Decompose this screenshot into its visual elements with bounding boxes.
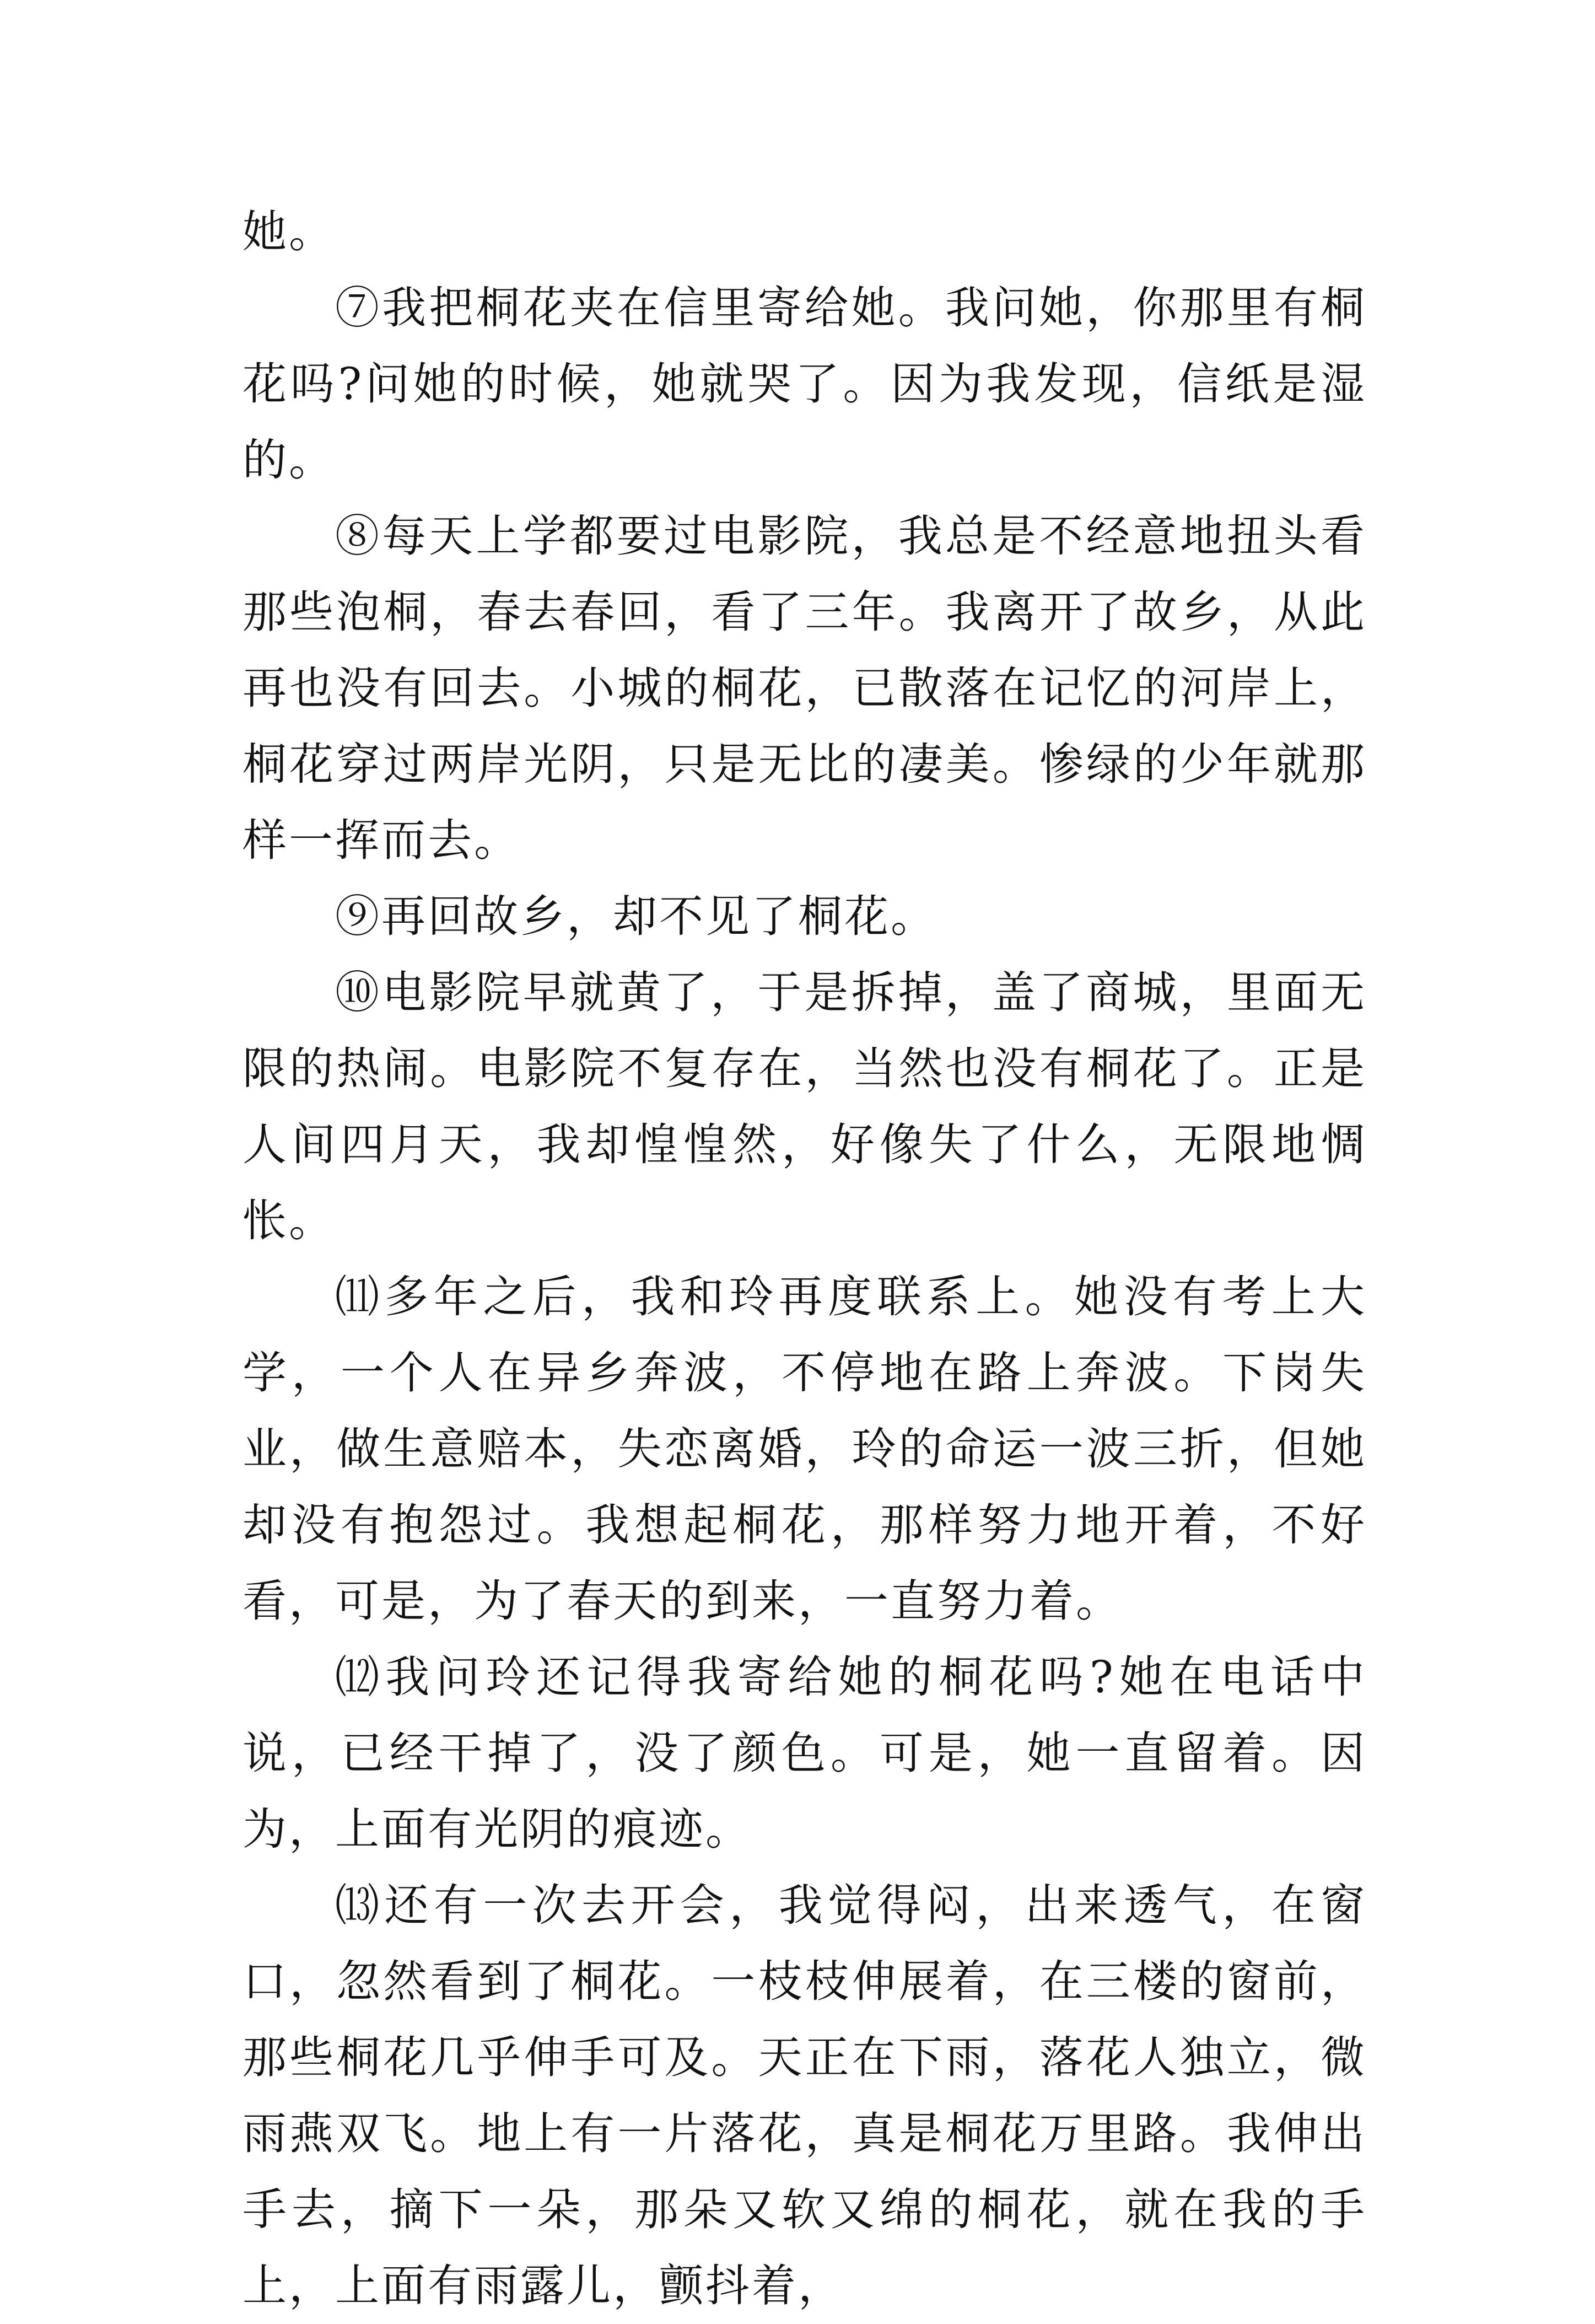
paragraph-8: ⑧每天上学都要过电影院，我总是不经意地扭头看那些泡桐，春去春回，看了三年。我离开了故乡，从此再也没有回去。小城的桐花，已散落在记忆的河岸上，桐花穿过两岸光阴，只是无比的凄美。惨绿的少年就那样一挥而去。 bbox=[243, 510, 1367, 866]
paragraph-12: ⑿我问玲还记得我寄给她的桐花吗?她在电话中说，已经干掉了，没了颜色。可是，她一直留着。因为，上面有光阴的痕迹。 bbox=[243, 1651, 1367, 1855]
paragraph-7: ⑦我把桐花夹在信里寄给她。我问她，你那里有桐花吗?问她的时候，她就哭了。因为我发现，信纸是湿的。 bbox=[243, 282, 1367, 486]
paragraph-9: ⑨再回故乡，却不见了桐花。 bbox=[335, 891, 937, 942]
paragraph-13: ⒀还有一次去开会，我觉得闷，出来透气，在窗口，忽然看到了桐花。一枝枝伸展着，在三楼的窗前，那些桐花几乎伸手可及。天正在下雨，落花人独立，微雨燕双飞。地上有一片落花，真是桐花万里路。我伸出手去，摘下一朵，那朵又软又绵的桐花，就在我的手上，上面有雨露儿，颤抖着， bbox=[243, 1880, 1367, 2311]
paragraph-11: ⑾多年之后，我和玲再度联系上。她没有考上大学，一个人在异乡奔波，不停地在路上奔波。下岗失业，做生意赔本，失恋离婚，玲的命运一波三折，但她却没有抱怨过。我想起桐花，那样努力地开着，不好看，可是，为了春天的到来，一直努力着。 bbox=[243, 1271, 1367, 1627]
paragraph-continuation: 她。 bbox=[243, 206, 335, 257]
paragraph-10: ⑩电影院早就黄了，于是拆掉，盖了商城，里面无限的热闹。电影院不复存在，当然也没有桐花了。正是人间四月天，我却惶惶然，好像失了什么，无限地惆怅。 bbox=[243, 967, 1367, 1246]
body-text bbox=[243, 194, 1367, 2324]
